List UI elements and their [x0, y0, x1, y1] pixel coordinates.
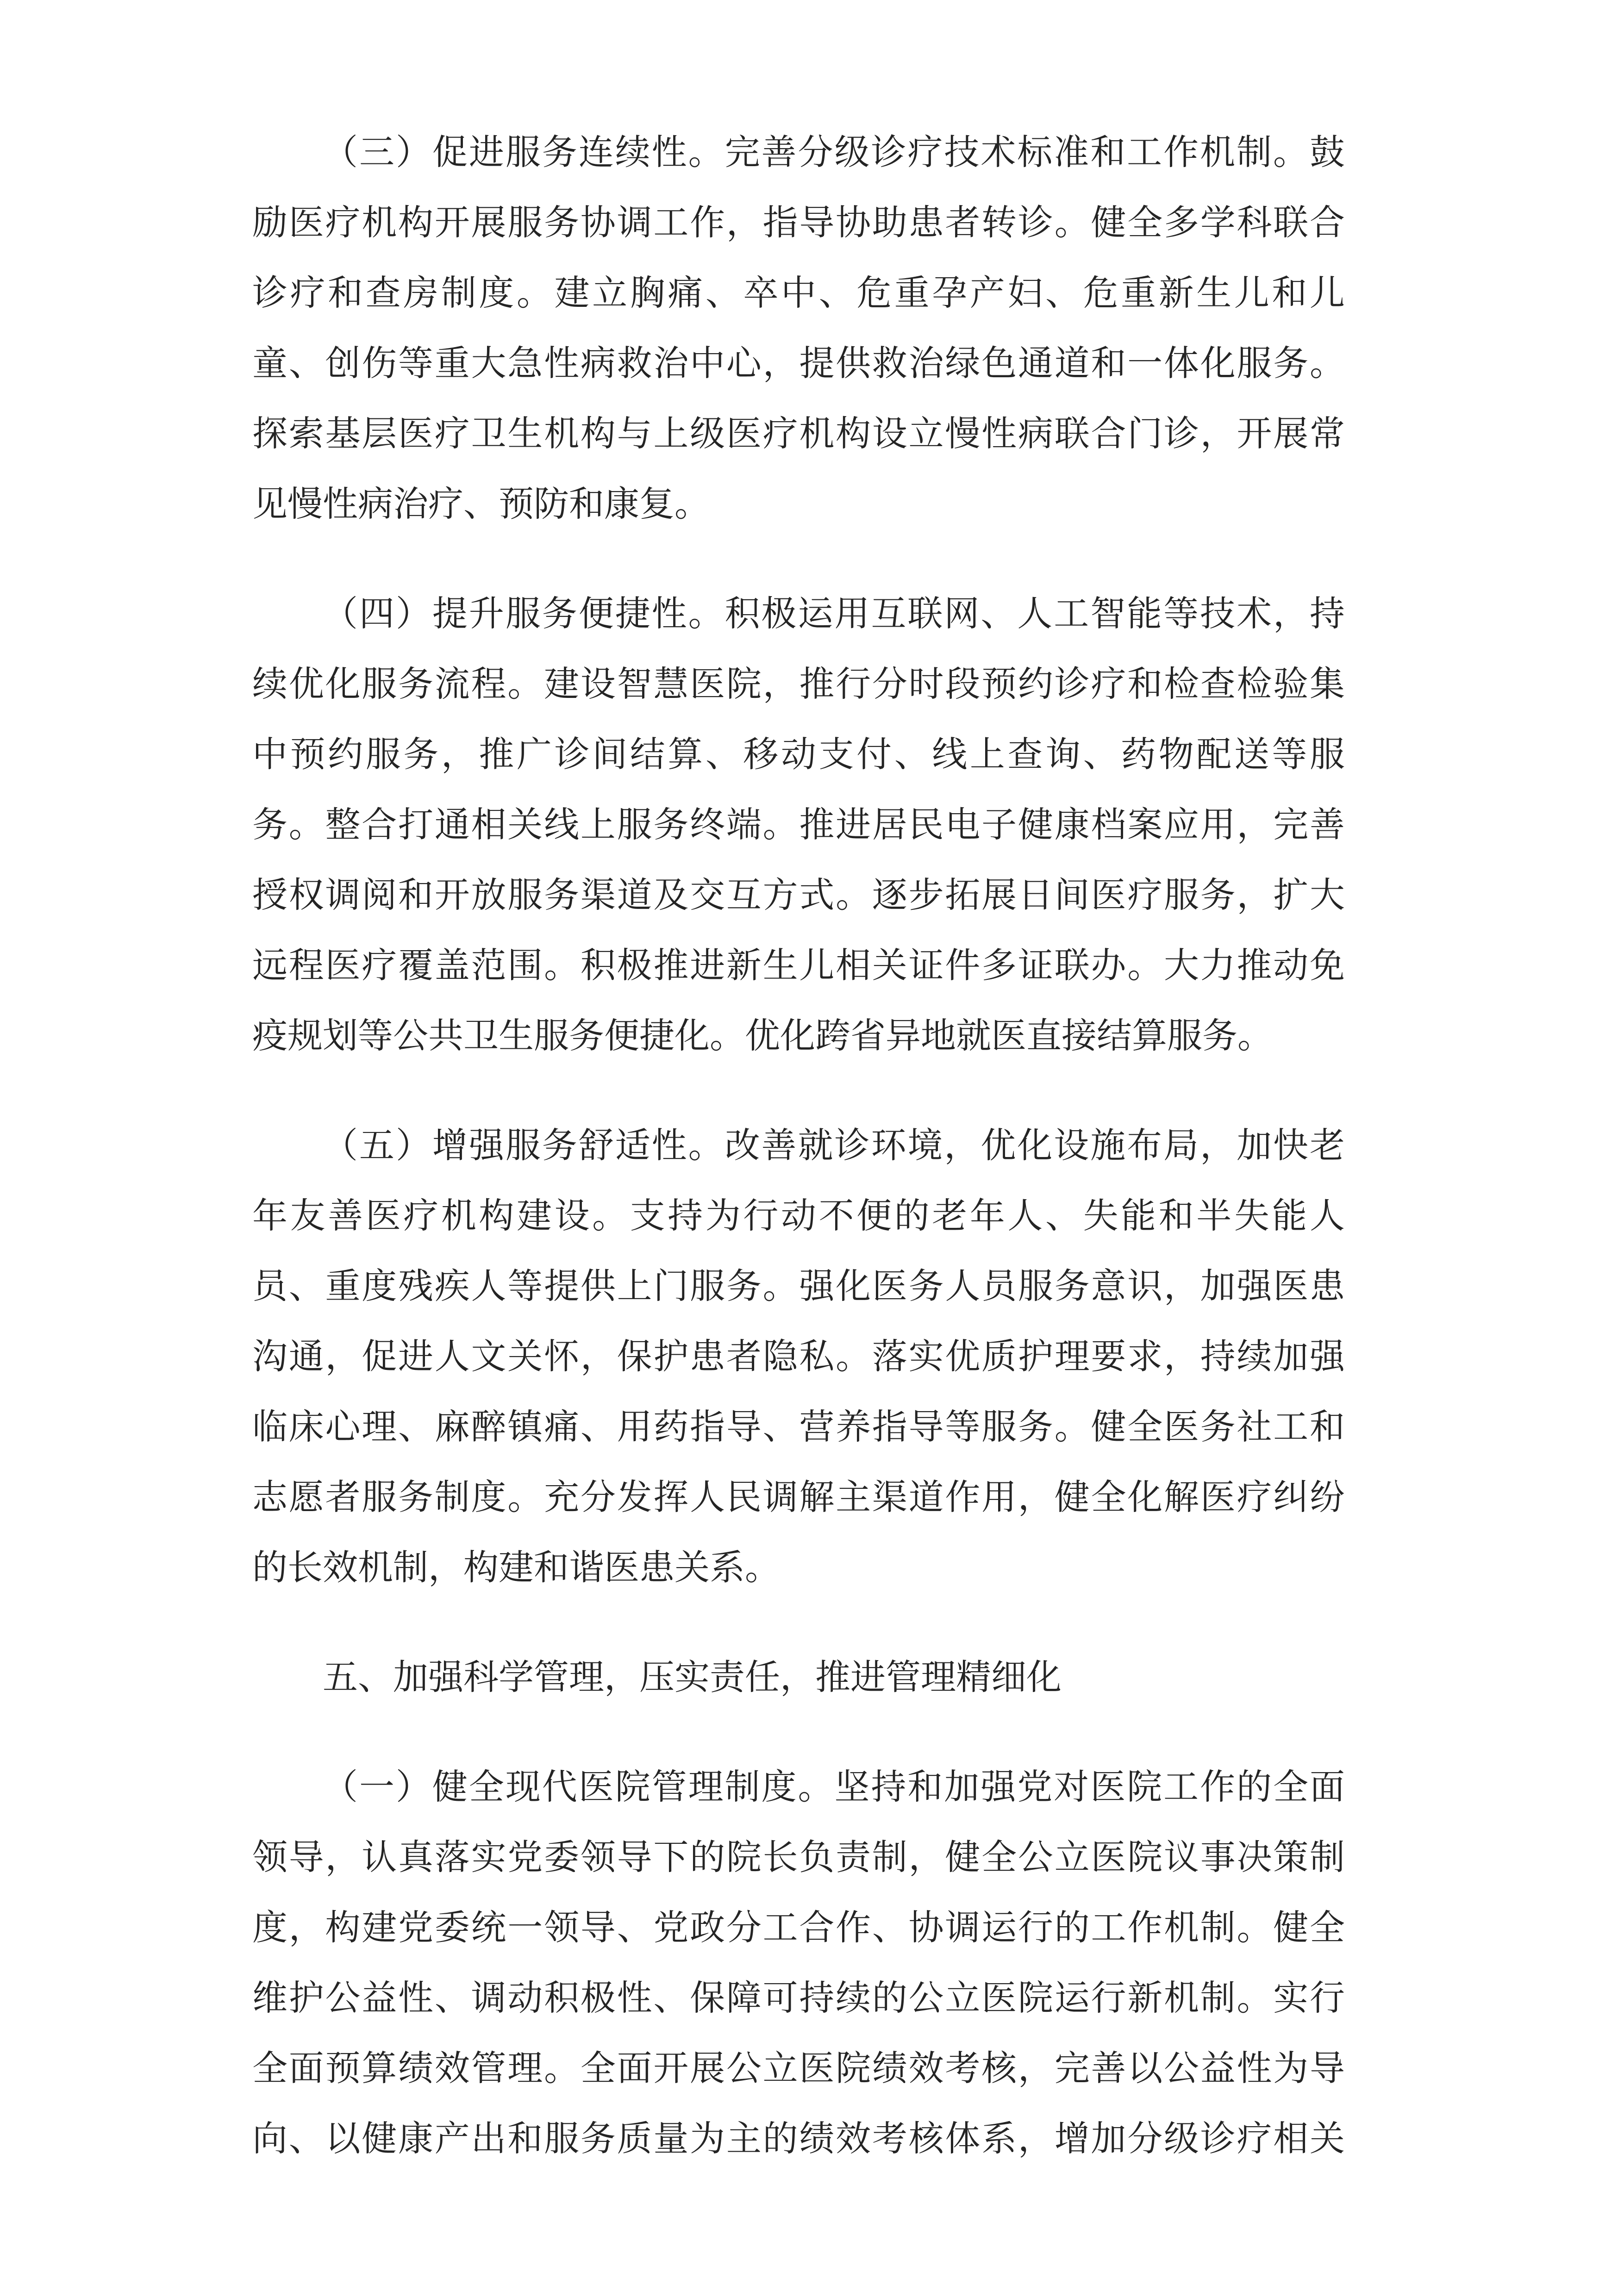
text-line: 沟通，促进人文关怀，保护患者隐私。落实优质护理要求，持续加强 — [252, 1338, 1345, 1376]
text-line: 领导，认真落实党委领导下的院长负责制，健全公立医院议事决策制 — [252, 1838, 1345, 1877]
text-line: 向、以健康产出和服务质量为主的绩效考核体系，增加分级诊疗相关 — [252, 2120, 1345, 2159]
text-line: 疫规划等公共卫生服务便捷化。优化跨省异地就医直接结算服务。 — [252, 1017, 1273, 1056]
heading-line: 五、加强科学管理，压实责任，推进管理精细化 — [323, 1658, 1062, 1697]
text-line: 年友善医疗机构建设。支持为行动不便的老年人、失能和半失能人 — [252, 1197, 1345, 1236]
text-line: 的长效机制，构建和谐医患关系。 — [252, 1549, 780, 1587]
text-line: 务。整合打通相关线上服务终端。推进居民电子健康档案应用，完善 — [252, 806, 1345, 845]
text-line: 志愿者服务制度。充分发挥人民调解主渠道作用，健全化解医疗纠纷 — [252, 1478, 1345, 1517]
text-line: 中预约服务，推广诊间结算、移动支付、线上查询、药物配送等服 — [252, 735, 1345, 774]
document-body — [252, 118, 1345, 2174]
text-line: 见慢性病治疗、预防和康复。 — [252, 485, 710, 524]
text-line: （一）健全现代医院管理制度。坚持和加强党对医院工作的全面 — [323, 1768, 1345, 1807]
text-line: 探索基层医疗卫生机构与上级医疗机构设立慢性病联合门诊，开展常 — [252, 415, 1345, 454]
text-line: 励医疗机构开展服务协调工作，指导协助患者转诊。健全多学科联合 — [252, 204, 1345, 243]
text-line: 维护公益性、调动积极性、保障可持续的公立医院运行新机制。实行 — [252, 1979, 1345, 2018]
text-line: （三）促进服务连续性。完善分级诊疗技术标准和工作机制。鼓 — [323, 133, 1345, 172]
text-line: 授权调阅和开放服务渠道及交互方式。逐步拓展日间医疗服务，扩大 — [252, 876, 1345, 915]
text-line: （五）增强服务舒适性。改善就诊环境，优化设施布局，加快老 — [323, 1126, 1345, 1165]
paragraph — [252, 579, 1345, 1071]
text-line: 员、重度残疾人等提供上门服务。强化医务人员服务意识，加强医患 — [252, 1267, 1345, 1306]
text-line: 度，构建党委统一领导、党政分工合作、协调运行的工作机制。健全 — [252, 1909, 1345, 1948]
paragraph — [252, 118, 1345, 540]
text-line: 临床心理、麻醉镇痛、用药指导、营养指导等服务。健全医务社工和 — [252, 1408, 1345, 1447]
paragraph — [252, 1111, 1345, 1603]
text-line: 远程医疗覆盖范围。积极推进新生儿相关证件多证联办。大力推动免 — [252, 946, 1345, 985]
section-heading — [252, 1643, 1345, 1713]
paragraph — [252, 1752, 1345, 2174]
text-line: 童、创伤等重大急性病救治中心，提供救治绿色通道和一体化服务。 — [252, 344, 1345, 383]
text-line: 诊疗和查房制度。建立胸痛、卒中、危重孕产妇、危重新生儿和儿 — [252, 274, 1345, 313]
text-line: 续优化服务流程。建设智慧医院，推行分时段预约诊疗和检查检验集 — [252, 665, 1345, 704]
text-line: （四）提升服务便捷性。积极运用互联网、人工智能等技术，持 — [323, 595, 1345, 634]
text-line: 全面预算绩效管理。全面开展公立医院绩效考核，完善以公益性为导 — [252, 2049, 1345, 2088]
